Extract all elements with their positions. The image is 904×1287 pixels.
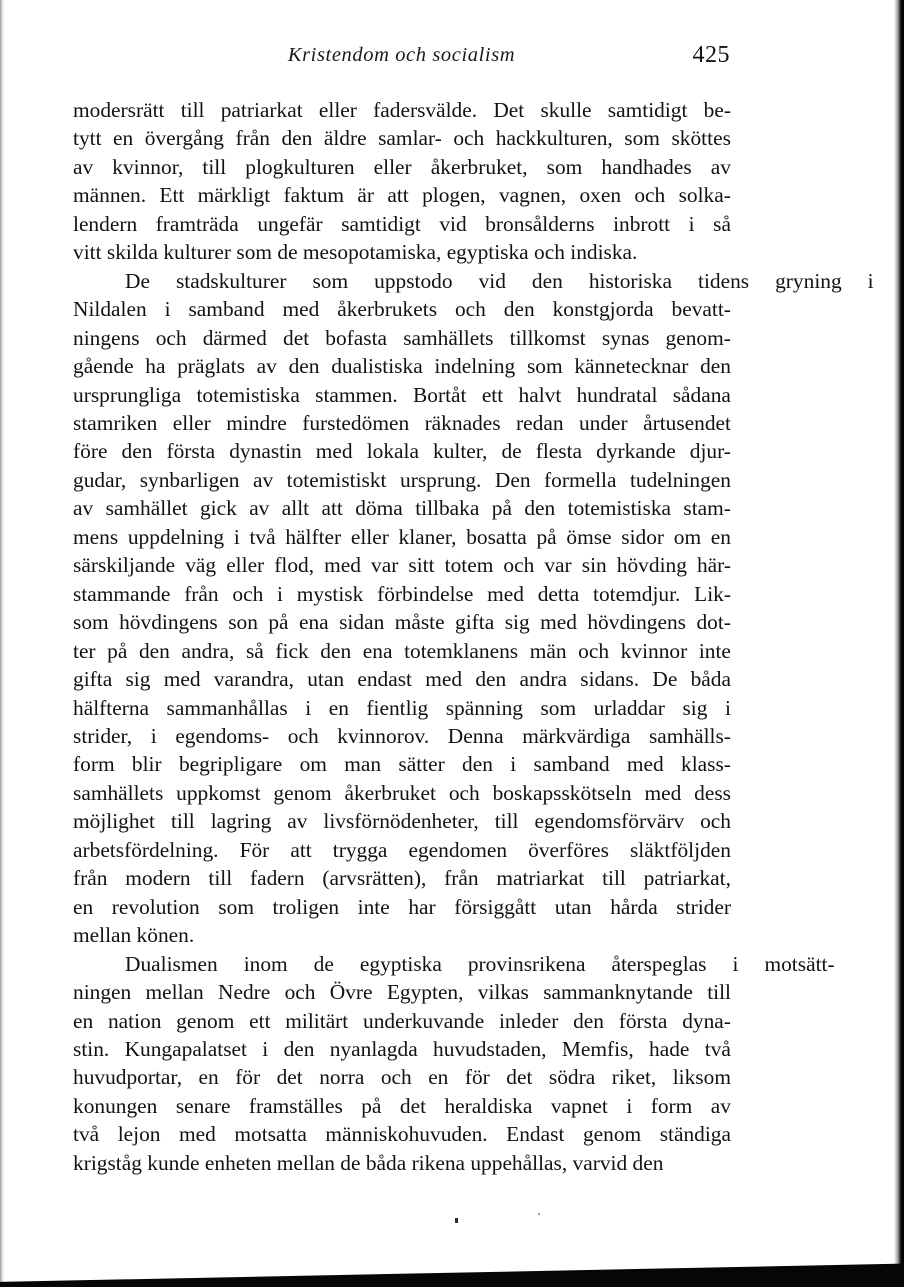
- scan-speck-secondary: [538, 1213, 540, 1215]
- text-line: mellan könen.: [73, 923, 195, 948]
- text-line: tytt en övergång från den äldre samlar- och hackkulturen, som sköttes: [73, 126, 731, 151]
- text-line: ter på den andra, så fick den ena totemklanens män och kvinnor inte: [73, 638, 731, 663]
- text-line: av kvinnor, till plogkulturen eller åkerbruket, som handhades av: [73, 154, 731, 179]
- paragraph: [73, 267, 874, 950]
- text-line: mens uppdelning i två hälfter eller klaner, bosatta på ömse sidor om en: [73, 524, 731, 549]
- text-line: från modern till fadern (arvsrätten), från matriarkat till patriarkat,: [73, 866, 731, 891]
- text-line: stin. Kungapalatset i den nyanlagda huvudstaden, Memfis, hade två: [73, 1036, 731, 1061]
- scan-edge-left: [0, 0, 4, 1287]
- text-line: gående ha präglats av den dualistiska indelning som kännetecknar den: [73, 354, 731, 379]
- text-line: lendern framträda ungefär samtidigt vid bronsålderns inbrott i så: [73, 211, 731, 236]
- text-line: huvudportar, en för det norra och en för det södra riket, liksom: [73, 1065, 731, 1090]
- text-line: ningen mellan Nedre och Övre Egypten, vilkas sammanknytande till: [73, 980, 731, 1005]
- text-line: en nation genom ett militärt underkuvande inleder den första dyna-: [73, 1008, 731, 1033]
- scan-speck: [455, 1218, 458, 1223]
- text-line: Nildalen i samband med åkerbrukets och den konstgjorda bevatt-: [73, 297, 731, 322]
- page-number: 425: [692, 42, 730, 68]
- text-line: av samhället gick av allt att döma tillbaka på den totemistiska stam-: [73, 496, 731, 521]
- text-line: De stadskulturer som uppstodo vid den historiska tidens gryning i: [125, 268, 874, 293]
- text-line: Dualismen inom de egyptiska provinsrikena återspeglas i motsätt-: [125, 951, 835, 976]
- paragraph: [73, 950, 835, 1178]
- text-line: två lejon med motsatta människohuvuden. Endast genom ständiga: [73, 1122, 731, 1147]
- text-line: stammande från och i mystisk förbindelse med detta totemdjur. Lik-: [73, 581, 731, 606]
- text-line: särskiljande väg eller flod, med var sitt totem och var sin hövding här-: [73, 553, 731, 578]
- text-line: gudar, synbarligen av totemistiskt ursprung. Den formella tudelningen: [73, 467, 731, 492]
- text-line: männen. Ett märkligt faktum är att plogen, vagnen, oxen och solka-: [73, 183, 731, 208]
- text-line: en revolution som troligen inte har försiggått utan hårda strider: [73, 894, 731, 919]
- text-line: ningens och därmed det bofasta samhällets tillkomst synas genom-: [73, 325, 731, 350]
- text-line: ursprungliga totemistiska stammen. Bortåt ett halvt hundratal sådana: [73, 382, 731, 407]
- text-line: modersrätt till patriarkat eller fadersvälde. Det skulle samtidigt be-: [73, 98, 731, 122]
- text-line: samhällets uppkomst genom åkerbruket och boskapsskötseln med dess: [73, 780, 731, 805]
- paragraph: [73, 96, 731, 267]
- text-line: form blir begripligare om man sätter den i samband med klass-: [73, 752, 731, 777]
- scan-edge-right: [894, 0, 904, 1287]
- text-line: som hövdingens son på ena sidan måste gifta sig med hövdingens dot-: [73, 610, 731, 635]
- running-head: [73, 44, 730, 74]
- text-line: strider, i egendoms- och kvinnorov. Denna märkvärdiga samhälls-: [73, 723, 731, 748]
- text-line: före den första dynastin med lokala kulter, de flesta dyrkande djur-: [73, 439, 731, 464]
- text-line: arbetsfördelning. För att trygga egendomen överföres släktföljden: [73, 837, 731, 862]
- text-line: vitt skilda kulturer som de mesopotamiska, egyptiska och indiska.: [73, 240, 638, 265]
- scan-edge-bottom: [0, 1257, 904, 1287]
- text-line: stamriken eller mindre furstedömen räknades redan under årtusendet: [73, 410, 731, 435]
- text-line: gifta sig med varandra, utan endast med den andra sidans. De båda: [73, 667, 731, 692]
- running-head-title: Kristendom och socialism: [287, 44, 516, 66]
- text-line: konungen senare framställes på det heraldiska vapnet i form av: [73, 1093, 731, 1118]
- text-line: möjlighet till lagring av livsförnödenheter, till egendomsförvärv och: [73, 809, 731, 834]
- body-text: [73, 96, 874, 1177]
- text-line: krigståg kunde enheten mellan de båda rikena uppehållas, varvid den: [73, 1150, 664, 1175]
- text-line: hälfterna sammanhållas i en fientlig spänning som urladdar sig i: [73, 695, 731, 720]
